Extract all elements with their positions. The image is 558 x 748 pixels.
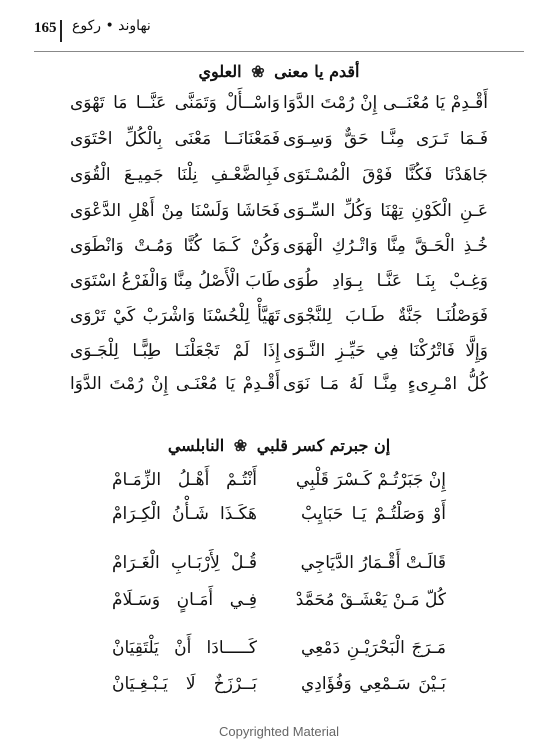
verse-second-hemistich: هَكَـذَا شَـأْنُ الْكِـرَامْ: [112, 504, 257, 524]
verse-second-hemistich: وَكُنْ كَـمَا كُنَّا وَمُـتْ وَانْطَوَى: [70, 236, 280, 256]
flower-icon: ❀: [233, 436, 248, 455]
poem1-title: [0, 62, 558, 81]
verse: [0, 93, 558, 127]
verse-first-hemistich: خُـذِ الْحَـقَّ مِنَّا وَاتْـرُكِ الْهَوَى: [283, 236, 488, 256]
verse: [0, 165, 558, 199]
verse: [0, 553, 558, 587]
verse-first-hemistich: كُلّ مَـنْ يَعْشَـقْ مُحَمَّدْ: [295, 590, 446, 610]
verse-second-hemistich: إِذَا لَمْ تَجْعَلْنَـا طِبًّـا لِلْجَـوَى: [70, 341, 280, 361]
poem1-poet: العلوي: [198, 62, 242, 81]
poem2-title-text: إن جبرتم كسر قلبي: [256, 436, 391, 455]
verse-first-hemistich: قَالَـتْ أَقْـمَارُ الدَّيَاجِي: [300, 553, 446, 573]
running-head: نهاوند • ركوع: [72, 18, 151, 34]
verse-second-hemistich: أَنْتُـمْ أَهْـلُ الزِّمَـامْ: [112, 470, 257, 490]
verse: [0, 129, 558, 163]
poem2-title: [0, 436, 558, 455]
verse: [0, 674, 558, 708]
page-number: 165: [34, 20, 57, 36]
verse-first-hemistich: إِنْ جَبَرْتُـمْ كَـسْرَ قَلْبِي: [295, 470, 446, 490]
verse-second-hemistich: تَهَيَّأْ لِلْحُسْنَا وَاشْرَبْ كَيْ تَرْوَى: [70, 306, 280, 326]
verse: [0, 638, 558, 672]
verse-second-hemistich: طَابَ الْأَصْلُ مِنَّا وَالْفَرْعُ اسْتَوَى: [70, 271, 280, 291]
verse-first-hemistich: كُلُّ امْـرِىءٍ مِنَّـا لَهُ مَـا نَوَى: [283, 374, 488, 394]
poem1-title-text: أقدم يا معنى: [274, 62, 360, 81]
verse: [0, 470, 558, 504]
verse: [0, 271, 558, 305]
verse-first-hemistich: وَإِلَّا فَاتْرُكْنَا فِي حَيِّـزِ النَّـوَى: [283, 341, 488, 361]
poem2-poet: النابلسي: [167, 436, 225, 455]
header-divider: [60, 20, 62, 42]
verse: [0, 590, 558, 624]
verse-second-hemistich: فَحَاشَا وَلَسْنَا مِنْ أَهْلِ الدَّعْوَى: [70, 201, 280, 221]
flower-icon: ❀: [251, 62, 265, 81]
verse: [0, 341, 558, 375]
page-header: [0, 14, 558, 48]
verse-second-hemistich: بَــرْزَخٌ لَا يَـبْـغِـيَانْ: [112, 674, 257, 694]
verse-first-hemistich: أَقْـدِمْ يَا مُعْنَــى إِنْ رُمْتَ الدَّوَا: [283, 93, 488, 113]
verse-first-hemistich: وَغِـبْ بِنَـا عَنَّـا بِـوَادِ طُوَى: [283, 271, 488, 291]
verse: [0, 374, 558, 408]
verse-first-hemistich: أَوْ وَصَلْتُـمْ يَـا حَبَايِبْ: [301, 504, 446, 524]
verse: [0, 201, 558, 235]
verse-second-hemistich: قُـلْ لِأَرْبَـابِ الْغَـرَامْ: [112, 553, 257, 573]
verse-second-hemistich: كَـــــادَا أَنْ يَلْتَقِيَانْ: [112, 638, 257, 658]
verse-second-hemistich: فِـي أَمَـانٍ وَسَـلَامْ: [112, 590, 257, 610]
verse: [0, 306, 558, 340]
verse: [0, 236, 558, 270]
verse-second-hemistich: فَبِالضَّعْـفِ نِلْنَا جَمِيـعَ الْقُوَى: [70, 165, 280, 185]
verse-first-hemistich: مَـرَجَ الْبَحْرَيْـنِ دَمْعِي: [301, 638, 446, 658]
verse-first-hemistich: بَـيْنَ سَـمْعِي وَفُؤَادِي: [301, 674, 446, 694]
verse-first-hemistich: فَـمَا تَـرَى مِنَّـا حَقٌّ وَسِـوَى: [283, 129, 488, 149]
verse-second-hemistich: أَقْـدِمْ يَا مُعْنَـى إِنْ رُمْتَ الدَّوَا: [70, 374, 280, 394]
verse: [0, 504, 558, 538]
verse-first-hemistich: فَوَصْلُنَـا جَنَّةٌ طَـابَ لِلنَّجْوَى: [283, 306, 488, 326]
verse-first-hemistich: عَـنِ الْكَوْنِ تِهْنَا وَكُلِّ السِّـوَى: [283, 201, 488, 221]
verse-second-hemistich: فَمَعْنَانَــا مَعْنَى بِالْكُلِّ احْتَوَى: [70, 129, 280, 149]
header-rule: [34, 51, 524, 52]
copyright-watermark: Copyrighted Material: [219, 724, 339, 739]
verse-second-hemistich: وَاسْــأَلْ وَتَمَنَّى عَنَّــا مَا تَهْوَى: [70, 93, 280, 113]
verse-first-hemistich: جَاهَدْنَا فَكُنَّا فَوْقَ الْمُسْـتَوَى: [283, 165, 488, 185]
